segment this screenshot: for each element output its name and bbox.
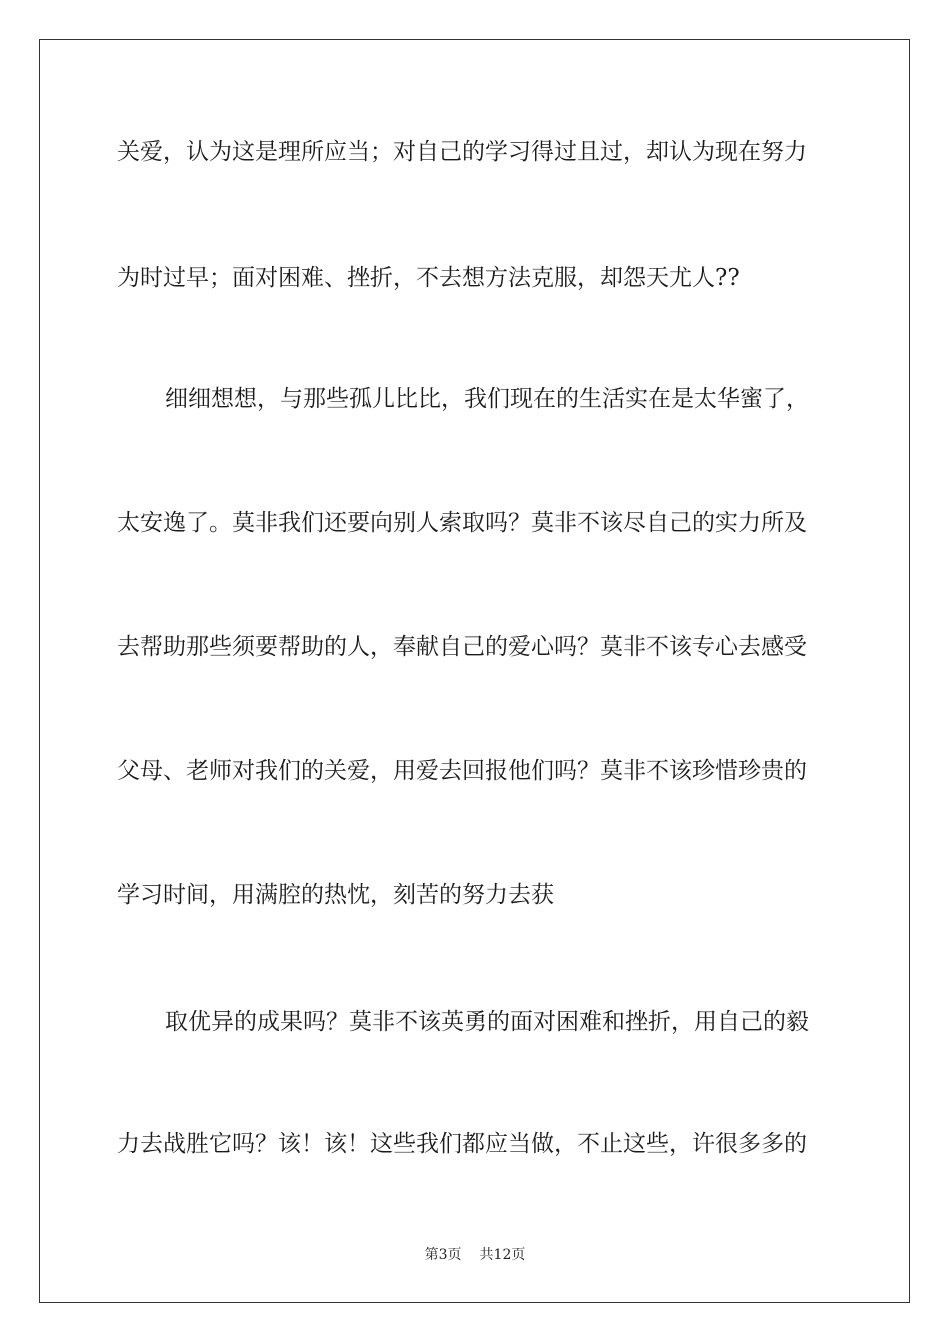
page-number: 第3页 — [424, 1247, 462, 1263]
text-line-9: 力去战胜它吗？该！该！这些我们都应当做，不止这些，许很多多的 — [117, 1131, 807, 1157]
page-total: 共12页 — [479, 1247, 526, 1263]
text-line-3-paragraph-start: 细细想想，与那些孤儿比比，我们现在的生活实在是太华蜜了， — [165, 386, 809, 412]
text-line-1: 关爱，认为这是理所应当；对自己的学习得过且过，却认为现在努力 — [117, 139, 807, 165]
text-line-2: 为时过早；面对困难、挫折，不去想方法克服，却怨天尤人?? — [117, 265, 740, 291]
text-line-8-paragraph-start: 取优异的成果吗？莫非不该英勇的面对困难和挫折，用自己的毅 — [165, 1009, 809, 1035]
text-line-6: 父母、老师对我们的关爱，用爱去回报他们吗？莫非不该珍惜珍贵的 — [117, 758, 807, 784]
text-line-5: 去帮助那些须要帮助的人，奉献自己的爱心吗？莫非不该专心去感受 — [117, 634, 807, 660]
text-line-4: 太安逸了。莫非我们还要向别人索取吗？莫非不该尽自己的实力所及 — [117, 510, 807, 536]
page-border — [39, 39, 910, 1303]
page-footer — [0, 1246, 950, 1264]
text-line-7: 学习时间，用满腔的热忱，刻苦的努力去获 — [117, 882, 554, 908]
